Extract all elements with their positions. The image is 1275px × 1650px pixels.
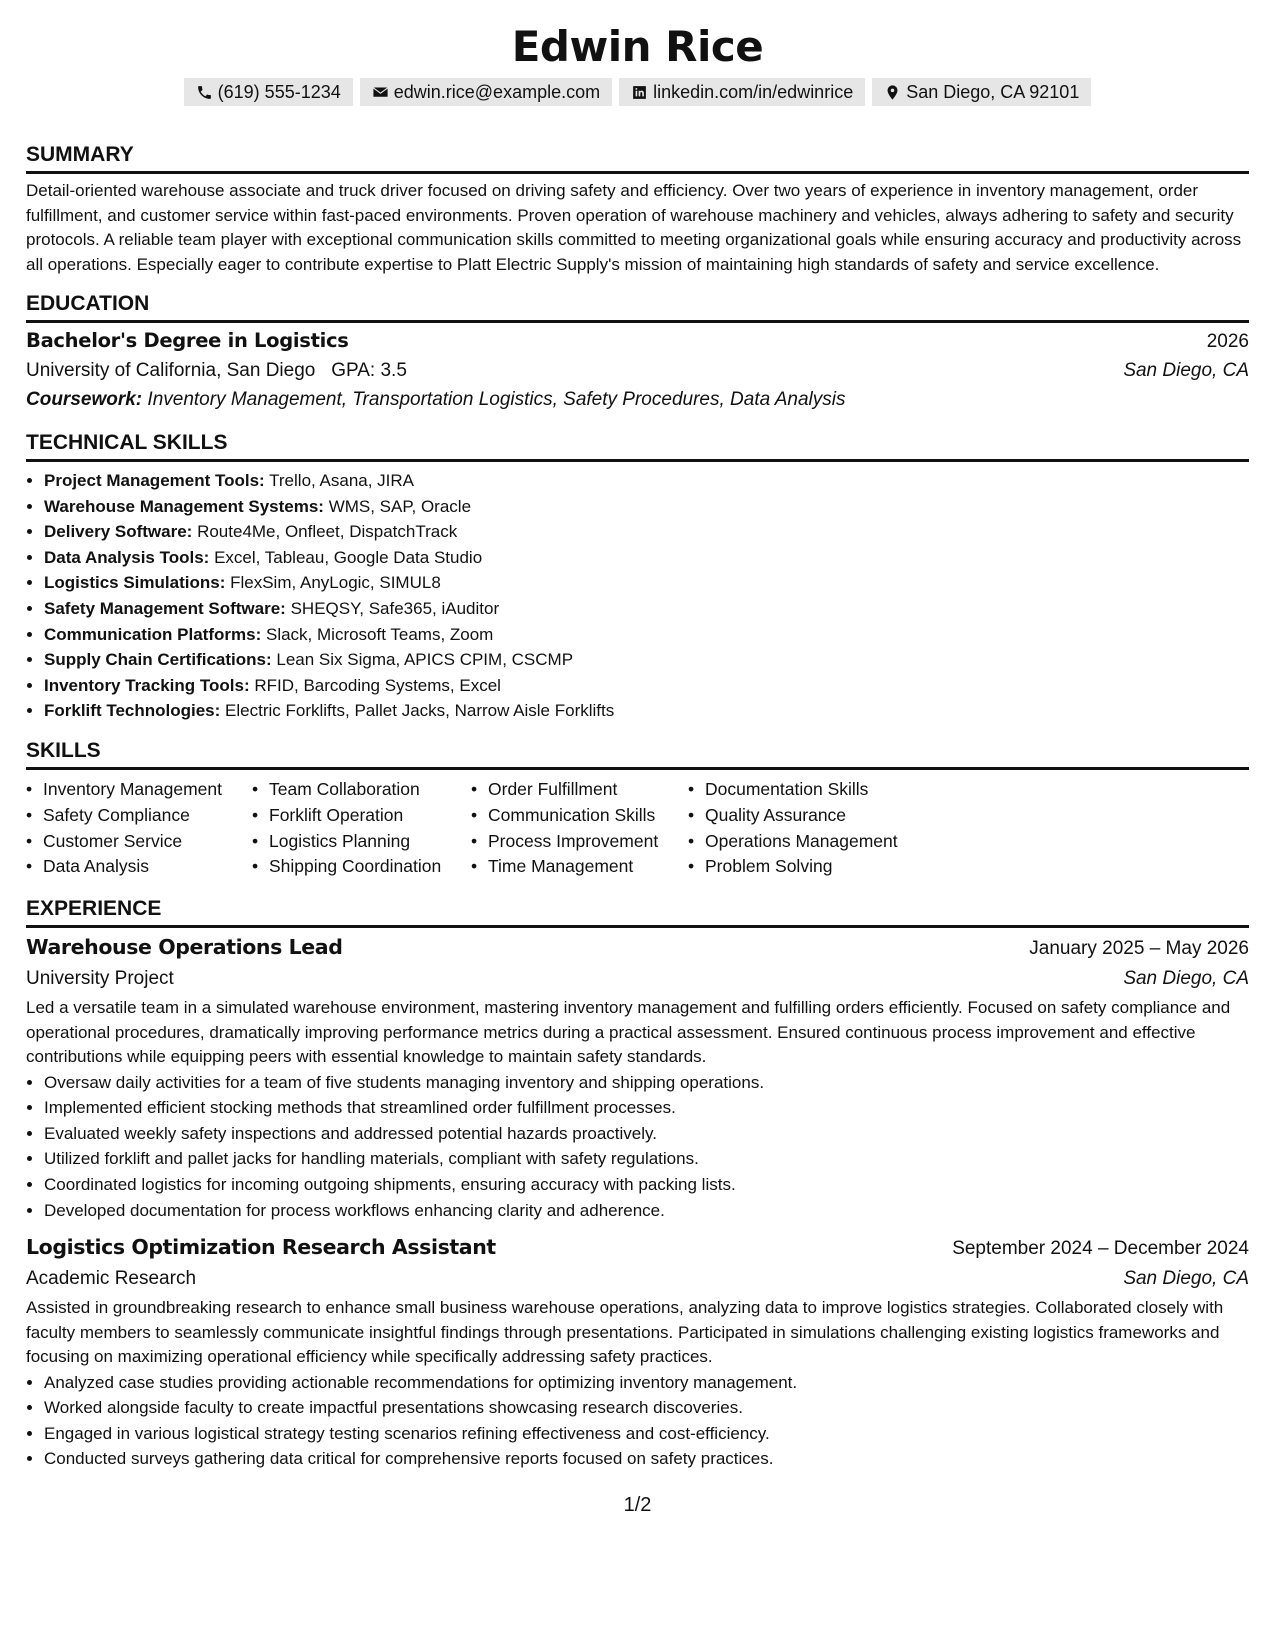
email-text: edwin.rice@example.com <box>393 82 601 102</box>
experience-heading: EXPERIENCE <box>26 896 1249 928</box>
job-location: San Diego, CA <box>1123 968 1249 990</box>
list-item: • Communication Platforms: Slack, Microsoft Teams, Zoom <box>44 622 1249 648</box>
summary-section <box>26 142 1249 277</box>
skills-heading: SKILLS <box>26 738 1249 770</box>
job-org-row <box>26 964 1249 994</box>
list-item: • Project Management Tools: Trello, Asana, JIRA <box>44 468 1249 494</box>
page-number: 1/2 <box>623 1494 652 1516</box>
skills-section <box>26 738 1249 880</box>
phone-text: (619) 555-1234 <box>217 82 341 102</box>
list-item: • Forklift Technologies: Electric Forklifts, Pallet Jacks, Narrow Aisle Forklifts <box>44 698 1249 724</box>
job-title-row <box>26 932 1249 964</box>
location-text: San Diego, CA 92101 <box>906 82 1080 102</box>
job-entry <box>26 932 1249 1223</box>
contact-location[interactable] <box>872 78 1091 106</box>
education-heading: EDUCATION <box>26 291 1249 323</box>
list-item: • Implemented efficient stocking methods that streamlined order fulfillment processes. <box>44 1095 1249 1121</box>
job-entry <box>26 1232 1249 1472</box>
list-item: • Conducted surveys gathering data critical for comprehensive reports focused on safety practices. <box>44 1446 1249 1472</box>
coursework-list: Inventory Management, Transportation Logistics, Safety Procedures, Data Analysis <box>147 389 846 410</box>
technical-skills-section <box>26 430 1249 724</box>
job-bullets <box>26 1370 1249 1472</box>
skill-item: • Customer Service <box>26 829 252 855</box>
skill-item: • Data Analysis <box>26 854 252 880</box>
contact-phone[interactable] <box>184 78 353 106</box>
job-org: University Project <box>26 968 174 990</box>
job-dates: September 2024 – December 2024 <box>952 1238 1249 1260</box>
job-org: Academic Research <box>26 1268 197 1290</box>
list-item: • Oversaw daily activities for a team of five students managing inventory and shipping operations. <box>44 1070 1249 1096</box>
skill-item: • Quality Assurance <box>688 803 918 829</box>
skill-item: • Documentation Skills <box>688 777 918 803</box>
list-item: • Inventory Tracking Tools: RFID, Barcoding Systems, Excel <box>44 673 1249 699</box>
degree-year: 2026 <box>1206 331 1249 352</box>
technical-skills-heading: TECHNICAL SKILLS <box>26 430 1249 462</box>
skill-item: • Inventory Management <box>26 777 252 803</box>
list-item: • Delivery Software: Route4Me, Onfleet, DispatchTrack <box>44 519 1249 545</box>
skill-item: • Operations Management <box>688 829 918 855</box>
list-item: • Supply Chain Certifications: Lean Six Sigma, APICS CPIM, CSCMP <box>44 647 1249 673</box>
skill-item: • Team Collaboration <box>252 777 471 803</box>
job-bullets <box>26 1070 1249 1224</box>
job-description: Assisted in groundbreaking research to enhance small business warehouse operations, analyzing data to improve logistics strategies. Collaborated closely with faculty members to seamlessly communicate insightful findings through presentations. Participated in simulations challenging existing logistics frameworks and focusing on maximizing operational efficiency while specifically addressing safety practices. <box>26 1298 1224 1367</box>
job-dates: January 2025 – May 2026 <box>1029 938 1249 960</box>
skill-item: • Communication Skills <box>471 803 688 829</box>
school-location: San Diego, CA <box>1123 360 1249 381</box>
skills-grid <box>26 777 1249 880</box>
skill-item: • Order Fulfillment <box>471 777 688 803</box>
job-description: Led a versatile team in a simulated warehouse environment, mastering inventory management and fulfilling orders efficiently. Focused on safety compliance and operational procedures, dramatically improving performance metrics during a practical assessment. Ensured continuous process improvement and effective contributions while equipping peers with essential knowledge to maintain safety standards. <box>26 998 1231 1067</box>
education-degree-row <box>26 326 1249 356</box>
list-item: • Engaged in various logistical strategy testing scenarios refining effectiveness and cost-efficiency. <box>44 1421 1249 1447</box>
job-title: Logistics Optimization Research Assistant <box>26 1235 496 1260</box>
list-item: • Coordinated logistics for incoming outgoing shipments, ensuring accuracy with packing lists. <box>44 1172 1249 1198</box>
summary-heading: SUMMARY <box>26 142 1249 174</box>
skill-item: • Time Management <box>471 854 688 880</box>
experience-section <box>26 896 1249 1472</box>
gpa: GPA: 3.5 <box>331 360 407 381</box>
coursework <box>26 385 1249 414</box>
degree: Bachelor's Degree in Logistics <box>26 329 349 352</box>
contact-bar <box>26 78 1249 106</box>
skill-item: • Problem Solving <box>688 854 918 880</box>
candidate-name: Edwin Rice <box>511 22 764 71</box>
contact-email[interactable] <box>360 78 612 106</box>
coursework-label: Coursework: <box>26 389 143 410</box>
education-section <box>26 291 1249 414</box>
phone-icon <box>196 84 213 101</box>
skill-item: • Logistics Planning <box>252 829 471 855</box>
skill-item: • Safety Compliance <box>26 803 252 829</box>
job-org-row <box>26 1264 1249 1294</box>
school: University of California, San Diego <box>26 360 316 381</box>
list-item: • Warehouse Management Systems: WMS, SAP, Oracle <box>44 494 1249 520</box>
linkedin-text: linkedin.com/in/edwinrice <box>653 82 854 102</box>
contact-linkedin[interactable] <box>619 78 865 106</box>
list-item: • Developed documentation for process workflows enhancing clarity and adherence. <box>44 1198 1249 1224</box>
list-item: • Worked alongside faculty to create impactful presentations showcasing research discoveries. <box>44 1395 1249 1421</box>
list-item: • Evaluated weekly safety inspections and addressed potential hazards proactively. <box>44 1121 1249 1147</box>
skill-item: • Process Improvement <box>471 829 688 855</box>
list-item: • Analyzed case studies providing actionable recommendations for optimizing inventory management. <box>44 1370 1249 1396</box>
list-item: • Logistics Simulations: FlexSim, AnyLogic, SIMUL8 <box>44 570 1249 596</box>
skill-item: • Shipping Coordination <box>252 854 471 880</box>
summary-text: Detail-oriented warehouse associate and truck driver focused on driving safety and efficiency. Over two years of experience in inventory management, order fulfillment, and customer service within fast-paced environments. Proven operation of warehouse machinery and vehicles, always adhering to safety and security protocols. A reliable team player with exceptional communication skills committed to meeting organizational goals while ensuring accuracy and productivity across all operations. Especially eager to contribute expertise to Platt Electric Supply's mission of maintaining high standards of safety and service excellence. <box>26 181 1242 274</box>
job-title-row <box>26 1232 1249 1264</box>
education-school-row <box>26 356 1249 385</box>
list-item: • Data Analysis Tools: Excel, Tableau, Google Data Studio <box>44 545 1249 571</box>
map-marker-icon <box>884 84 901 101</box>
skill-item: • Forklift Operation <box>252 803 471 829</box>
list-item: • Safety Management Software: SHEQSY, Safe365, iAuditor <box>44 596 1249 622</box>
technical-skills-list <box>26 468 1249 724</box>
list-item: • Utilized forklift and pallet jacks for handling materials, compliant with safety regulations. <box>44 1146 1249 1172</box>
job-location: San Diego, CA <box>1123 1268 1249 1290</box>
linkedin-icon <box>631 84 648 101</box>
job-title: Warehouse Operations Lead <box>26 935 343 960</box>
envelope-icon <box>372 84 389 101</box>
